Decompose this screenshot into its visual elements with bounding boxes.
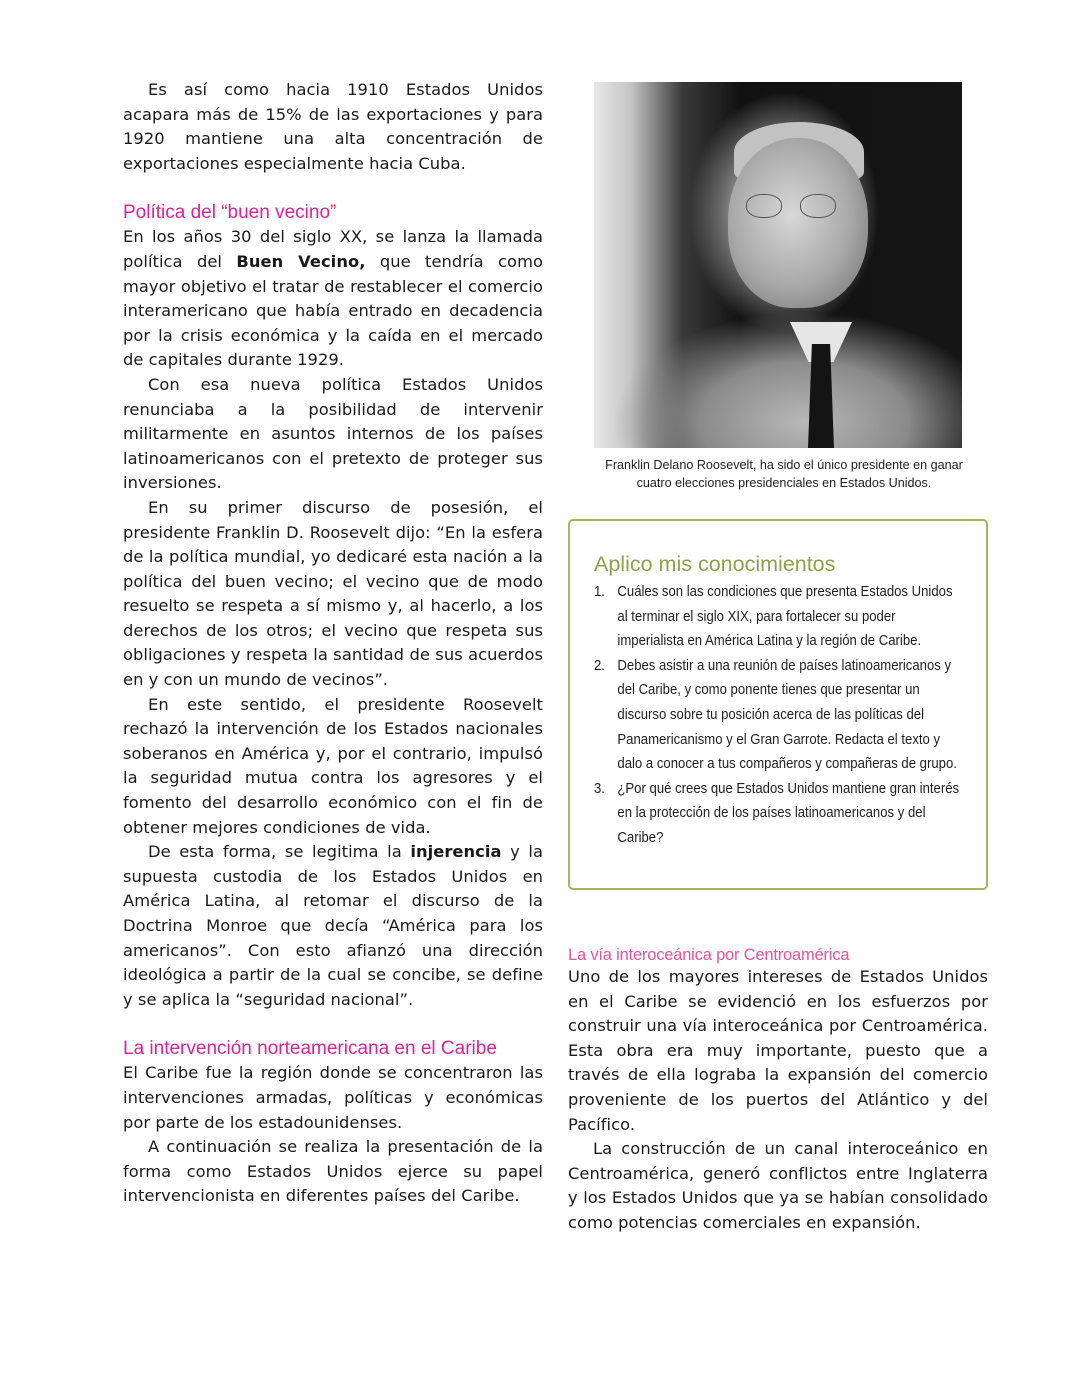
photo-detail [728, 138, 868, 308]
caribe-section [123, 1061, 543, 1209]
glasses-icon [746, 194, 782, 218]
roosevelt-photo [594, 78, 966, 450]
heading-intervencion-caribe: La intervención norteamericana en el Caribe [123, 1038, 497, 1060]
intro-paragraph: Es así como hacia 1910 Estados Unidos acapara más de 15% de las exportaciones y para 1920 mantiene una alta concentración de exportaciones especialmente hacia Cuba. [123, 80, 543, 173]
buen-vecino-paragraph-4: En este sentido, el presidente Roosevelt rechazó la intervención de los Estados nacionales soberanos en América y, por el contrario, impulsó la seguridad mutua contra los agresores y el fomento del desarrollo económico con el fin de obtener mejores condiciones de vida. [123, 694, 543, 837]
activity-item [594, 654, 963, 777]
item-number: 3. [594, 780, 605, 797]
photo-caption: Franklin Delano Roosevelt, ha sido el único presidente en ganar cuatro elecciones presidenciales en Estados Unidos. [605, 458, 963, 490]
via-paragraph-1: Uno de los mayores intereses de Estados Unidos en el Caribe se evidenció en los esfuerzos por construir una vía interoceánica por Centroamérica. Esta obra era muy importante, puesto que a través de ella lograba la expansión del comercio proveniente de los puertos del Atlántico y del Pacífico. [568, 967, 988, 1134]
activity-item [594, 777, 963, 851]
text-run: que tendría como mayor objetivo el tratar de restablecer el comercio interamericano que había entrado en decadencia por la crisis económica y la caída en el mercado de capitales durante 1929. [123, 251, 543, 370]
term-buen-vecino: Buen Vecino, [236, 251, 366, 271]
item-text: ¿Por qué crees que Estados Unidos mantiene gran interés en la protección de los países latinoamericanos y del Caribe? [617, 780, 960, 846]
roosevelt-quote-paragraph: En su primer discurso de posesión, el presidente Franklin D. Roosevelt dijo: “En la esfera de la política mundial, yo dedicaré esta nación a la política del buen vecino; el vecino que de modo resuelto se respeta a sí mismo y, al hacerlo, a los derechos de los otros; el vecino que respeta sus obligaciones y respeta la santidad de sus acuerdos en y con un mundo de vecinos”. [123, 497, 543, 690]
item-number: 2. [594, 657, 605, 674]
caribe-paragraph-1: El Caribe fue la región donde se concentraron las intervenciones armadas, políticas y económicas por parte de los estadounidenses. [123, 1063, 543, 1132]
heading-via-interoceanica: La vía interoceánica por Centroamérica [568, 946, 850, 964]
buen-vecino-paragraph-2: Con esa nueva política Estados Unidos renunciaba a la posibilidad de intervenir militarmente en asuntos internos de los países latinoamericanos con el pretexto de proteger sus inversiones. [123, 374, 543, 493]
activity-title: Aplico mis conocimientos [594, 552, 836, 576]
item-text: Debes asistir a una reunión de países latinoamericanos y del Caribe, y como ponente tienes que presentar un discurso sobre tu posición acerca de las políticas del Panamericanismo y el Gran Garrote. Redacta el texto y dalo a conocer a tus compañeros y compañeras de grupo. [617, 657, 957, 773]
buen-vecino-paragraph-5 [123, 840, 543, 1012]
buen-vecino-paragraph-1 [123, 225, 543, 373]
activity-box [568, 519, 988, 890]
text-run: y la supuesta custodia de los Estados Unidos en América Latina, al retomar el discurso de la Doctrina Monroe que decía “América para los americanos”. Con esto afianzó una dirección ideológica a partir de la cual se concibe, se define y se aplica la “seguridad nacional”. [123, 842, 543, 1009]
left-column [123, 78, 543, 1209]
activity-list [594, 580, 963, 851]
text-run: En los años 30 del siglo XX, se lanza la llamada política del [123, 227, 543, 271]
buen-vecino-section [123, 225, 543, 1012]
heading-buen-vecino: Política del “buen vecino” [123, 202, 337, 224]
glasses-icon [800, 194, 836, 218]
caribe-paragraph-2: A continuación se realiza la presentación de la forma como Estados Unidos ejerce su papel intervencionista en diferentes países del Caribe. [123, 1137, 543, 1206]
term-injerencia: injerencia [410, 842, 502, 862]
intro-section [123, 78, 543, 176]
photo-detail [808, 344, 834, 448]
item-number: 1. [594, 584, 605, 600]
item-text: Cuáles son las condiciones que presenta Estados Unidos al terminar el siglo XIX, para fortalecer su poder imperialista en América Latina y la región de Caribe. [617, 584, 953, 650]
activity-item [594, 580, 963, 654]
via-interoceanica-section [568, 965, 988, 1236]
via-paragraph-2: La construcción de un canal interoceánico en Centroamérica, generó conflictos entre Inglaterra y los Estados Unidos que ya se habían consolidado como potencias comerciales en expansión. [568, 1139, 988, 1232]
text-run: De esta forma, se legitima la [148, 842, 411, 862]
portrait-image [594, 82, 962, 448]
